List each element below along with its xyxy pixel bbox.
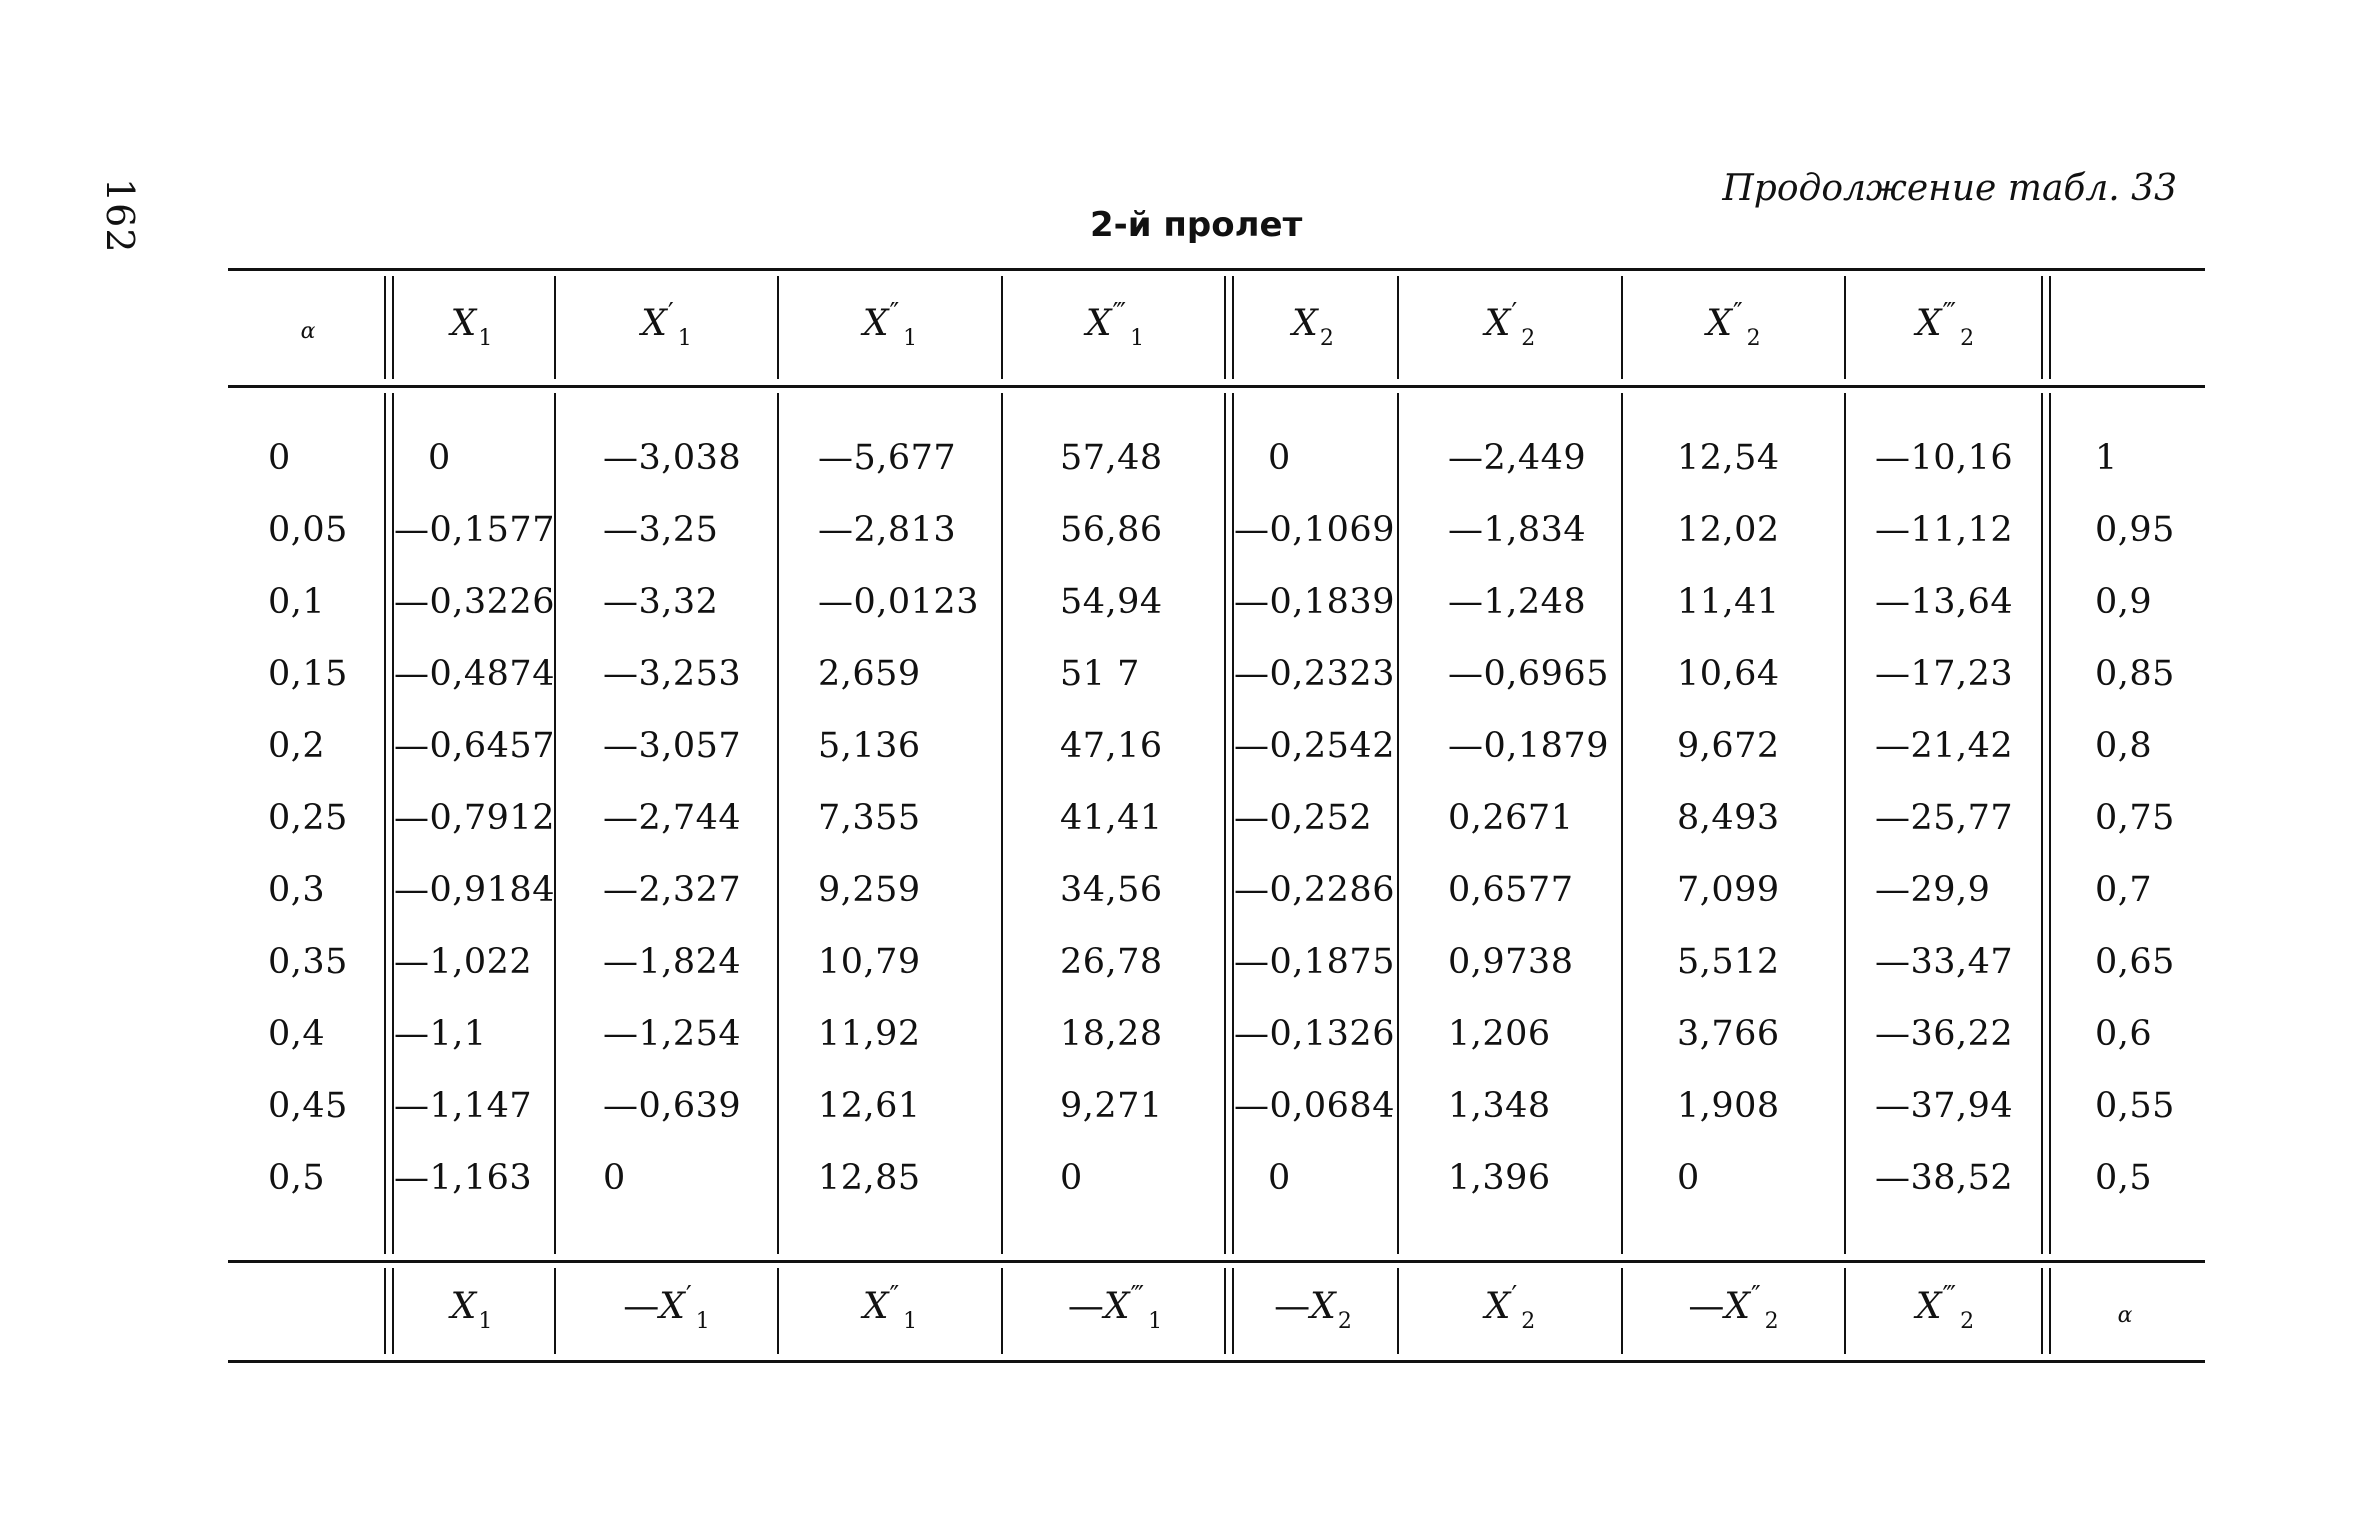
table-cell: 9,271 (1060, 1086, 1163, 1126)
table-cell: —1,022 (394, 942, 533, 982)
header-x2pp (1622, 268, 1845, 385)
table-cell: —17,23 (1875, 654, 2014, 694)
table-cell: 5,512 (1677, 942, 1780, 982)
footer-x2ppp (1845, 1260, 2045, 1360)
symbol-base: α (2117, 1302, 2133, 1328)
column-divider (1224, 393, 1234, 1254)
footer-symbol (1067, 1281, 1163, 1334)
table-cell: 5,136 (818, 726, 921, 766)
header-symbol (1484, 297, 1536, 351)
table-cell: 10,79 (818, 942, 921, 982)
table-cell: 0 (1677, 1158, 1700, 1198)
table-cell: 0 (428, 438, 451, 478)
symbol-base: X (1484, 1286, 1511, 1327)
symbol-base: X (450, 1286, 477, 1327)
table-cell: —3,25 (603, 510, 719, 550)
table-cell: —21,42 (1875, 726, 2014, 766)
header-symbol (301, 306, 316, 347)
symbol-primes: ′ (667, 297, 676, 328)
table-cell: —1,254 (603, 1014, 742, 1054)
table-cell: —0,0123 (818, 582, 979, 622)
table-cell: 51 7 (1060, 654, 1140, 694)
minus-sign: — (623, 1286, 660, 1327)
header-x2 (1228, 268, 1398, 385)
table-cell: —0,1069 (1234, 510, 1395, 550)
table-cell: 0,65 (2095, 942, 2175, 982)
table-cell: —3,253 (603, 654, 742, 694)
table-cell: 0,15 (268, 654, 348, 694)
table-cell: 0,1 (268, 582, 326, 622)
table-cell: —1,163 (394, 1158, 533, 1198)
footer-neg-x1p (555, 1260, 778, 1360)
footer-symbol (1274, 1286, 1352, 1334)
table-cell: 12,85 (818, 1158, 921, 1198)
column-divider (2041, 393, 2051, 1254)
table-cell: —0,1839 (1234, 582, 1395, 622)
table-cell: —1,834 (1448, 510, 1587, 550)
table-bottom-rule (228, 1360, 2205, 1363)
table-cell: 0,2671 (1448, 798, 1574, 838)
symbol-subscript: 2 (1319, 325, 1334, 351)
table-cell: 26,78 (1060, 942, 1163, 982)
header-symbol (1292, 303, 1334, 351)
footer-symbol (1484, 1281, 1536, 1334)
header-symbol (862, 297, 918, 351)
table-cell: 0,6577 (1448, 870, 1574, 910)
table-cell: —0,6965 (1448, 654, 1609, 694)
table-cell: —10,16 (1875, 438, 2014, 478)
table-cell: 0 (603, 1158, 626, 1198)
table-cell: 0,05 (268, 510, 348, 550)
table-cell: 1 (2095, 438, 2118, 478)
table-cell: 1,396 (1448, 1158, 1551, 1198)
table-cell: 12,02 (1677, 510, 1780, 550)
table-cell: 7,355 (818, 798, 921, 838)
table-cell: —0,7912 (394, 798, 555, 838)
symbol-base: X (450, 302, 477, 344)
table-cell: —0,1875 (1234, 942, 1395, 982)
symbol-primes: ‴ (1942, 1281, 1959, 1311)
footer-neg-x2 (1228, 1260, 1398, 1360)
header-x1ppp (1002, 268, 1228, 385)
symbol-subscript: 2 (1337, 1309, 1352, 1334)
header-x1 (388, 268, 555, 385)
table-cell: —0,1879 (1448, 726, 1609, 766)
symbol-base: X (641, 302, 667, 344)
table-cell: 57,48 (1060, 438, 1163, 478)
table-cell: —5,677 (818, 438, 957, 478)
column-divider (1001, 393, 1003, 1254)
column-divider (384, 393, 394, 1254)
table-cell: —0,9184 (394, 870, 555, 910)
header-x2p (1398, 268, 1622, 385)
header-symbol (1085, 297, 1145, 351)
table-cell: 8,493 (1677, 798, 1780, 838)
symbol-primes: ″ (1732, 297, 1745, 328)
table-cell: —0,3226 (394, 582, 555, 622)
table-cell: 9,672 (1677, 726, 1780, 766)
symbol-primes: ″ (889, 297, 902, 328)
symbol-base: X (1706, 302, 1732, 344)
symbol-subscript: 1 (1148, 1309, 1163, 1334)
header-x1p (555, 268, 778, 385)
footer-symbol (862, 1281, 918, 1334)
symbol-subscript: 2 (1521, 325, 1536, 351)
table-cell: 11,41 (1677, 582, 1780, 622)
footer-symbol (2118, 1290, 2133, 1331)
table-cell: —0,6457 (394, 726, 555, 766)
minus-sign: — (1274, 1286, 1311, 1327)
table-cell: 1,908 (1677, 1086, 1780, 1126)
symbol-subscript: 1 (478, 325, 493, 351)
symbol-primes: ′ (1511, 1281, 1520, 1311)
header-blank (2045, 268, 2205, 385)
table-cell: —33,47 (1875, 942, 2014, 982)
header-symbol (451, 303, 493, 351)
symbol-subscript: 2 (1746, 325, 1761, 351)
table-cell: —0,1326 (1234, 1014, 1395, 1054)
table-cell: 0,5 (268, 1158, 326, 1198)
table-cell: 11,92 (818, 1014, 921, 1054)
table-cell: —2,813 (818, 510, 957, 550)
table-cell: 0 (1268, 1158, 1291, 1198)
symbol-subscript: 2 (1521, 1309, 1536, 1334)
table-cell: 0,25 (268, 798, 348, 838)
table-cell: —1,1 (394, 1014, 487, 1054)
table-cell: 0,75 (2095, 798, 2175, 838)
section-title: 2-й пролет (1090, 205, 1303, 245)
column-divider (1621, 393, 1623, 1254)
table-cell: 1,206 (1448, 1014, 1551, 1054)
footer-neg-x1ppp (1002, 1260, 1228, 1360)
table-cell: —3,038 (603, 438, 742, 478)
table-cell: —0,2542 (1234, 726, 1395, 766)
table-cell: 3,766 (1677, 1014, 1780, 1054)
table-cell: 0,35 (268, 942, 348, 982)
table-cell: 0 (1060, 1158, 1083, 1198)
symbol-primes: ‴ (1130, 1281, 1147, 1311)
table-cell: —0,252 (1234, 798, 1373, 838)
symbol-base: X (1915, 302, 1942, 344)
table-cell: 0,8 (2095, 726, 2153, 766)
table-cell: —2,744 (603, 798, 742, 838)
symbol-base: X (1724, 1286, 1750, 1327)
table-cell: —0,639 (603, 1086, 742, 1126)
table-cell: 47,16 (1060, 726, 1163, 766)
header-x2ppp (1845, 268, 2045, 385)
minus-sign: — (1067, 1286, 1104, 1327)
page-number: 162 (98, 178, 142, 254)
table-cell: 56,86 (1060, 510, 1163, 550)
symbol-base: X (659, 1286, 685, 1327)
table-cell: —0,2286 (1234, 870, 1395, 910)
table-cell: —38,52 (1875, 1158, 2014, 1198)
symbol-subscript: 1 (695, 1309, 710, 1334)
symbol-base: X (862, 302, 889, 344)
column-divider (1844, 393, 1846, 1254)
table-cell: 34,56 (1060, 870, 1163, 910)
footer-alpha (2045, 1260, 2205, 1360)
table-cell: 0,6 (2095, 1014, 2153, 1054)
table-cell: 0,45 (268, 1086, 348, 1126)
table-cell: 0,55 (2095, 1086, 2175, 1126)
table-caption: Продолжение табл. 33 (1722, 168, 2177, 209)
symbol-primes: ‴ (1112, 297, 1129, 328)
header-alpha (228, 268, 388, 385)
table-cell: 0,7 (2095, 870, 2153, 910)
table-cell: 41,41 (1060, 798, 1163, 838)
symbol-primes: ′ (685, 1281, 694, 1311)
table-cell: —3,057 (603, 726, 742, 766)
header-symbol (641, 297, 692, 351)
symbol-primes: ′ (1511, 297, 1520, 328)
header-symbol (1706, 297, 1761, 351)
symbol-base: X (862, 1286, 889, 1327)
symbol-subscript: 1 (903, 1309, 918, 1334)
table-cell: 9,259 (818, 870, 921, 910)
table-cell: 12,61 (818, 1086, 921, 1126)
table-cell: —13,64 (1875, 582, 2014, 622)
table-cell: —2,449 (1448, 438, 1587, 478)
symbol-subscript: 1 (677, 325, 692, 351)
symbol-base: α (300, 319, 316, 344)
table-cell: —11,12 (1875, 510, 2014, 550)
minus-sign: — (1688, 1286, 1725, 1327)
symbol-base: X (1103, 1286, 1130, 1327)
table-cell: —37,94 (1875, 1086, 2014, 1126)
header-x1pp (778, 268, 1002, 385)
table-cell: 0,5 (2095, 1158, 2153, 1198)
table-cell: —1,147 (394, 1086, 533, 1126)
table-cell: 18,28 (1060, 1014, 1163, 1054)
table-cell: 0,95 (2095, 510, 2175, 550)
footer-x2p (1398, 1260, 1622, 1360)
symbol-base: X (1085, 302, 1112, 344)
table-cell: —2,327 (603, 870, 742, 910)
symbol-subscript: 1 (903, 325, 918, 351)
footer-neg-x2pp (1622, 1260, 1845, 1360)
table-cell: 0 (268, 438, 291, 478)
table-cell: 0,9 (2095, 582, 2153, 622)
symbol-base: X (1915, 1286, 1942, 1327)
table-cell: 54,94 (1060, 582, 1163, 622)
table-cell: 2,659 (818, 654, 921, 694)
footer-symbol (1915, 1281, 1975, 1334)
footer-blank (228, 1260, 388, 1360)
table-cell: —0,2323 (1234, 654, 1395, 694)
table-cell: —36,22 (1875, 1014, 2014, 1054)
table-cell: —1,248 (1448, 582, 1587, 622)
footer-symbol (451, 1286, 493, 1334)
header-symbol (1915, 297, 1975, 351)
table-cell: 12,54 (1677, 438, 1780, 478)
symbol-base: X (1310, 1286, 1336, 1327)
header-bottom-rule (228, 385, 2205, 388)
table-cell: 7,099 (1677, 870, 1780, 910)
footer-x1pp (778, 1260, 1002, 1360)
table-cell: 0,85 (2095, 654, 2175, 694)
table-cell: —25,77 (1875, 798, 2014, 838)
footer-x1 (388, 1260, 555, 1360)
table-cell: —1,824 (603, 942, 742, 982)
table-cell: 0,9738 (1448, 942, 1574, 982)
table-cell: 0,4 (268, 1014, 326, 1054)
table-cell: —29,9 (1875, 870, 1991, 910)
column-divider (777, 393, 779, 1254)
symbol-subscript: 2 (1960, 1309, 1975, 1334)
symbol-subscript: 1 (478, 1309, 493, 1334)
table-cell: 1,348 (1448, 1086, 1551, 1126)
symbol-subscript: 2 (1960, 325, 1975, 351)
symbol-base: X (1484, 302, 1511, 344)
table-cell: —0,1577 (394, 510, 555, 550)
table-cell: 0,2 (268, 726, 326, 766)
table-cell: 0,3 (268, 870, 326, 910)
footer-symbol (1688, 1281, 1779, 1334)
symbol-primes: ″ (889, 1281, 902, 1311)
symbol-primes: ″ (1750, 1281, 1763, 1311)
table-cell: —3,32 (603, 582, 719, 622)
symbol-subscript: 1 (1130, 325, 1145, 351)
column-divider (1397, 393, 1399, 1254)
symbol-primes: ‴ (1942, 297, 1959, 328)
table-cell: 10,64 (1677, 654, 1780, 694)
footer-symbol (623, 1281, 710, 1334)
table-cell: —0,0684 (1234, 1086, 1395, 1126)
table-cell: —0,4874 (394, 654, 555, 694)
table-cell: 0 (1268, 438, 1291, 478)
symbol-base: X (1292, 302, 1318, 344)
symbol-subscript: 2 (1764, 1309, 1779, 1334)
